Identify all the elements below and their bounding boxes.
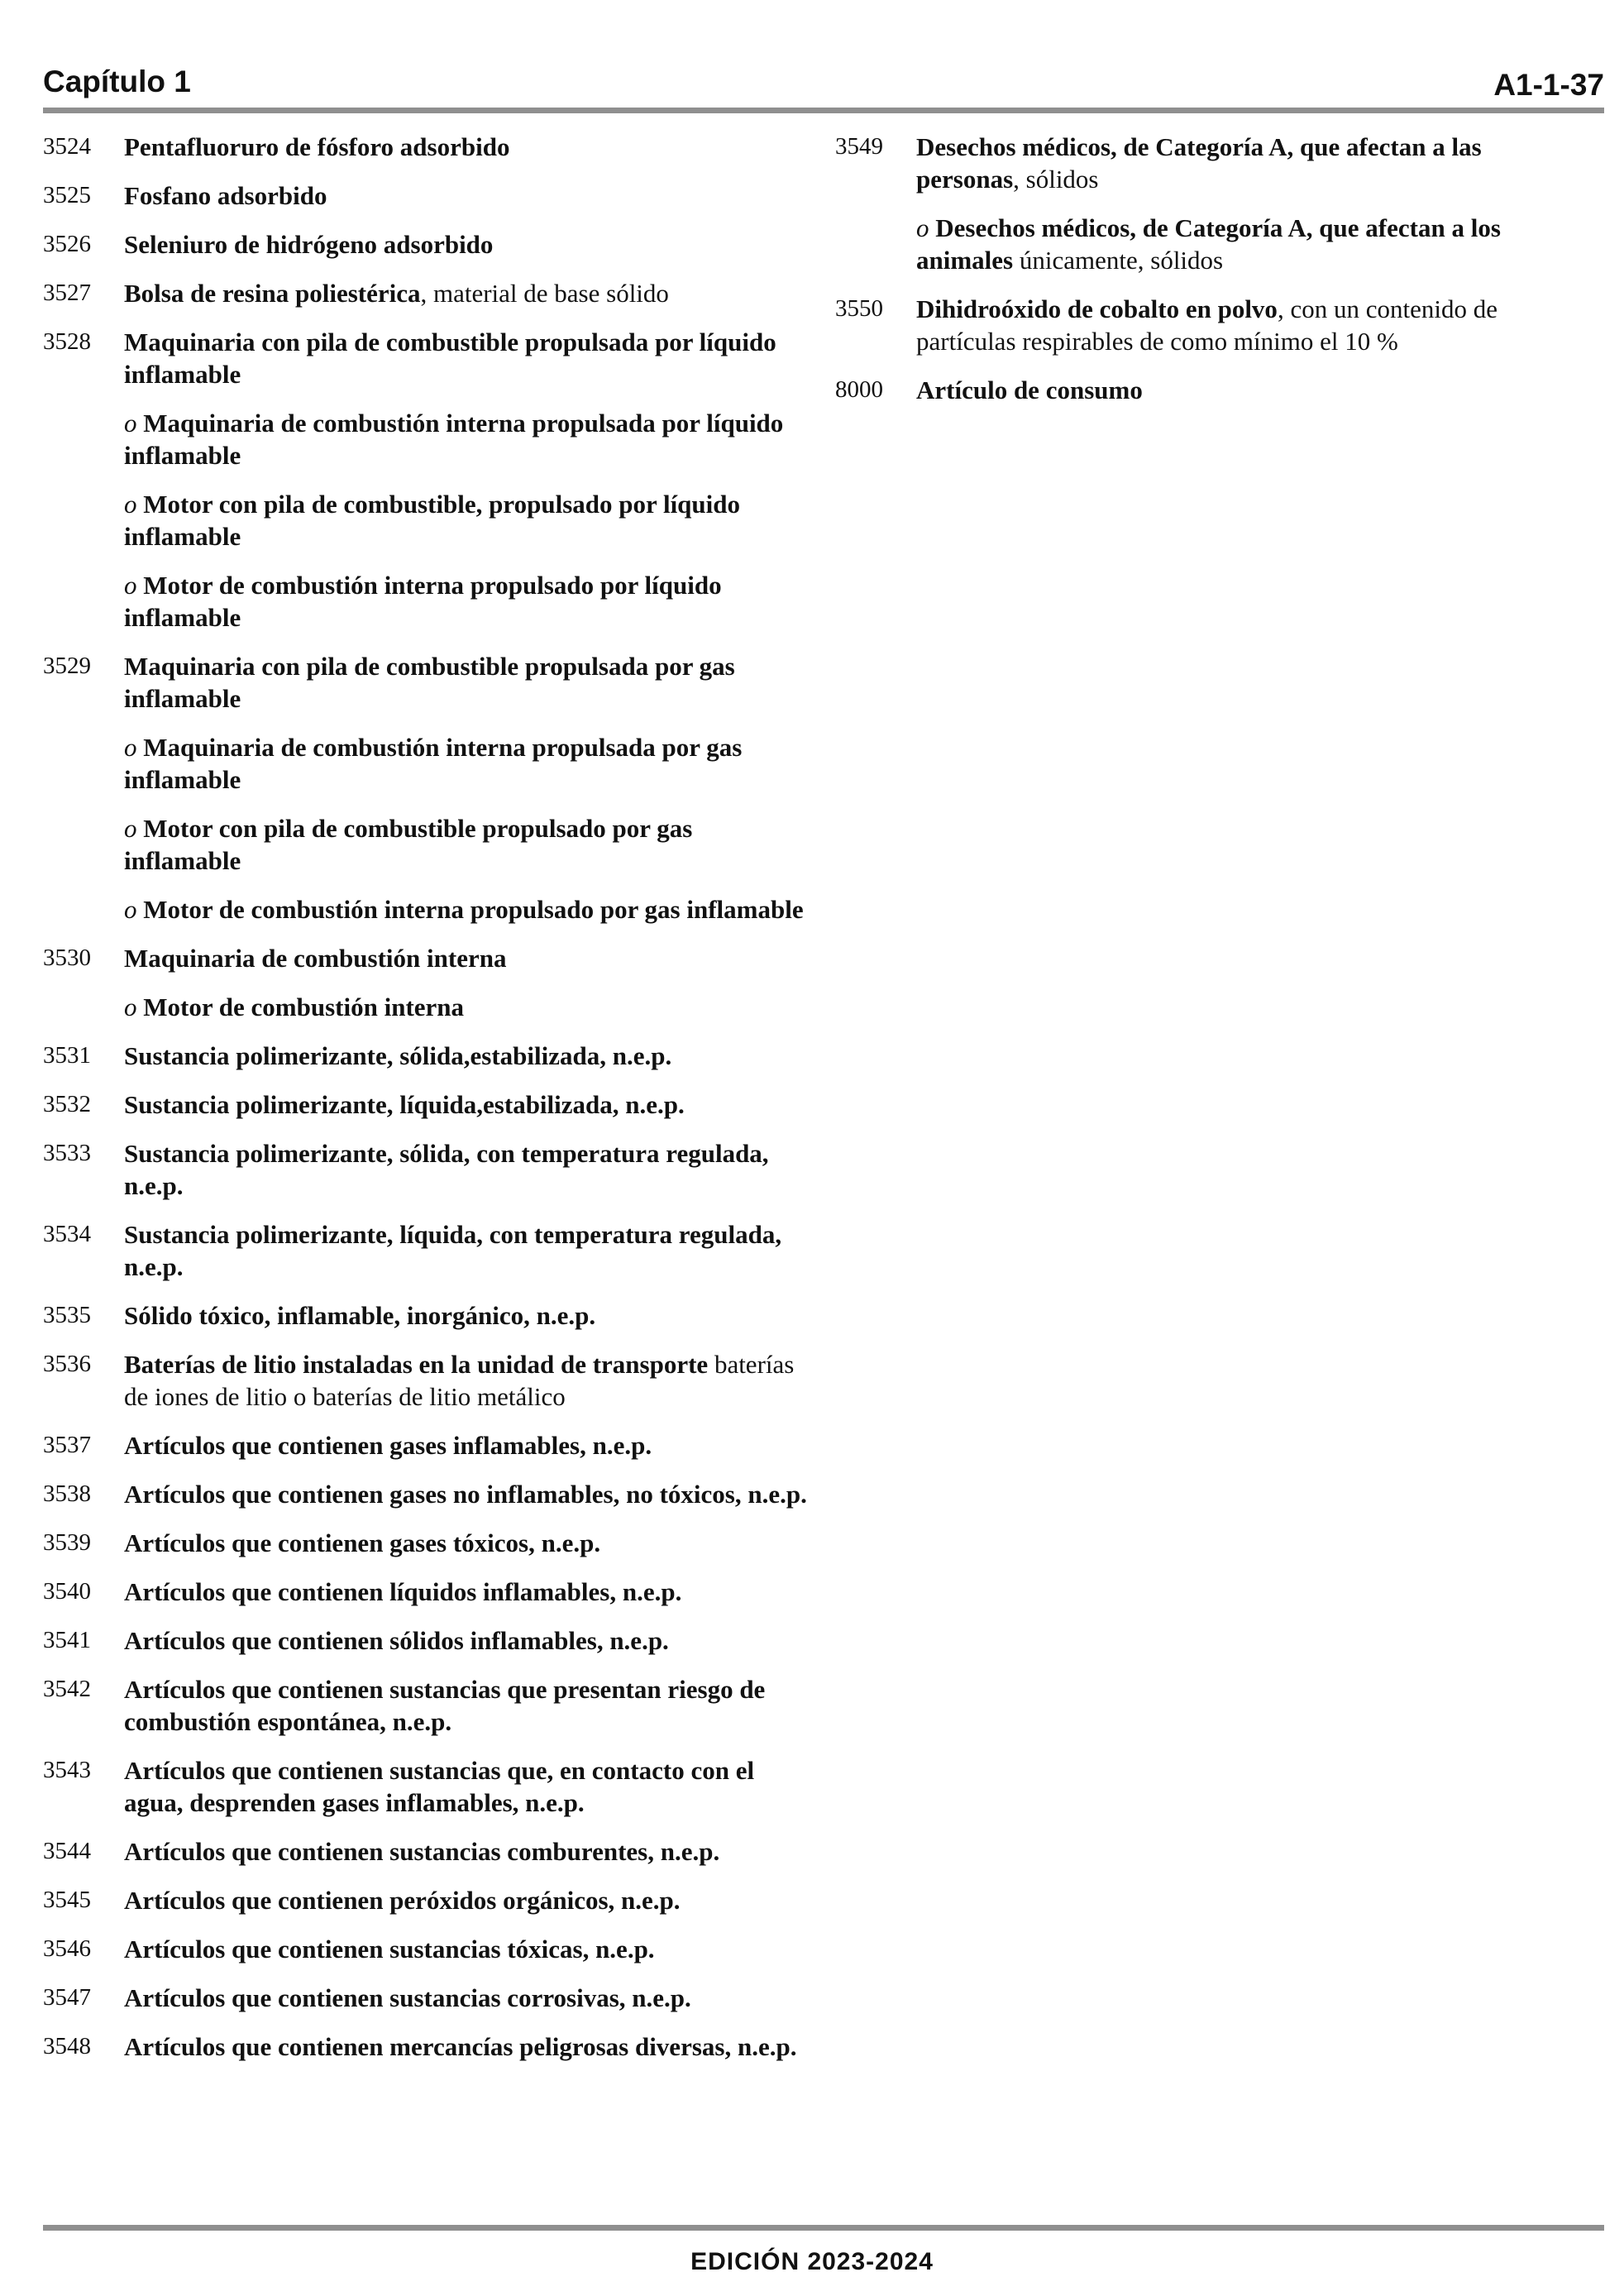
un-number: 3542 (43, 1676, 91, 1702)
un-entry (835, 131, 1579, 276)
un-number: 3541 (43, 1627, 91, 1653)
text-segment: o (124, 993, 144, 1021)
un-entry (43, 277, 812, 309)
un-entry (43, 1527, 812, 1559)
entry-text (124, 1982, 812, 2014)
page-number: A1-1-37 (1493, 68, 1604, 102)
text-segment: Pentafluoruro de fósforo adsorbido (124, 132, 510, 161)
un-entry (43, 228, 812, 261)
entry-text (124, 1673, 812, 1738)
un-number: 3535 (43, 1302, 91, 1328)
proper-shipping-name (124, 1348, 812, 1413)
entry-text (124, 277, 812, 309)
entry-text (916, 131, 1579, 276)
text-segment: únicamente, sólidos (1013, 246, 1224, 275)
un-entry (43, 1884, 812, 1916)
un-entry (43, 131, 812, 163)
un-number: 3531 (43, 1042, 91, 1069)
text-segment: Baterías de litio instaladas en la unidad de transporte (124, 1350, 709, 1379)
un-number: 3533 (43, 1140, 91, 1166)
proper-shipping-name (124, 277, 812, 309)
entry-text (124, 1137, 812, 1202)
text-segment: o (916, 213, 936, 242)
alternate-name (124, 569, 812, 634)
right-column (835, 131, 1579, 423)
entry-text (916, 293, 1579, 357)
un-number: 3526 (43, 231, 91, 257)
un-number: 3527 (43, 280, 91, 306)
text-segment: Artículos que contienen sustancias corrosivas, n.e.p. (124, 1983, 691, 2012)
un-number: 3547 (43, 1984, 91, 2011)
un-entry (43, 1982, 812, 2014)
text-segment: o (124, 409, 144, 438)
proper-shipping-name (124, 1754, 812, 1819)
entry-text (124, 1527, 812, 1559)
alternate-name (124, 488, 812, 552)
text-segment: Maquinaria de combustión interna propulsada por gas inflamable (124, 733, 743, 794)
proper-shipping-name (124, 1673, 812, 1738)
text-segment: Artículos que contienen mercancías peligrosas diversas, n.e.p. (124, 2032, 797, 2061)
entry-text (124, 179, 812, 212)
proper-shipping-name (124, 1040, 812, 1072)
un-number: 3544 (43, 1838, 91, 1864)
un-entry (43, 1673, 812, 1738)
text-segment: o (124, 814, 144, 843)
entry-text (124, 1576, 812, 1608)
un-entry (43, 1478, 812, 1510)
un-number: 3539 (43, 1529, 91, 1556)
un-entry (43, 179, 812, 212)
proper-shipping-name (916, 374, 1579, 406)
text-segment: Artículos que contienen gases no inflamables, no tóxicos, n.e.p. (124, 1480, 807, 1509)
text-segment: Motor de combustión interna (143, 993, 465, 1021)
text-segment: Seleniuro de hidrógeno adsorbido (124, 230, 494, 259)
text-segment: Sólido tóxico, inflamable, inorgánico, n.e.p. (124, 1301, 596, 1330)
text-segment: Motor de combustión interna propulsado por gas inflamable (143, 895, 804, 924)
text-segment: Artículos que contienen sustancias que presentan riesgo de combustión espontánea, n.e.p. (124, 1675, 766, 1736)
proper-shipping-name (124, 1835, 812, 1868)
un-entry (43, 1576, 812, 1608)
text-segment: Sustancia polimerizante, líquida,estabilizada, n.e.p. (124, 1090, 685, 1119)
entry-text (124, 1429, 812, 1461)
entry-text (124, 1478, 812, 1510)
un-entry (43, 1088, 812, 1121)
alternate-name (124, 812, 812, 877)
entry-text (124, 131, 812, 163)
text-segment: Artículos que contienen sólidos inflamables, n.e.p. (124, 1626, 669, 1655)
un-number: 3548 (43, 2033, 91, 2059)
chapter-title: Capítulo 1 (43, 65, 191, 98)
un-entry (43, 1218, 812, 1283)
entry-text (124, 1218, 812, 1283)
un-number: 3549 (835, 133, 883, 160)
entry-text (916, 374, 1579, 406)
un-entry (43, 1754, 812, 1819)
un-number: 3537 (43, 1432, 91, 1458)
text-segment: Motor con pila de combustible, propulsado por líquido inflamable (124, 490, 741, 551)
un-number: 8000 (835, 376, 883, 403)
proper-shipping-name (916, 131, 1579, 195)
text-segment: Artículos que contienen líquidos inflamables, n.e.p. (124, 1577, 682, 1606)
proper-shipping-name (916, 293, 1579, 357)
un-number: 3529 (43, 653, 91, 679)
un-entry (43, 942, 812, 1023)
proper-shipping-name (124, 1576, 812, 1608)
text-segment: Motor con pila de combustible propulsado por gas inflamable (124, 814, 693, 875)
entry-text (124, 1835, 812, 1868)
text-segment: Artículos que contienen peróxidos orgánicos, n.e.p. (124, 1886, 681, 1915)
text-segment: Motor de combustión interna propulsado por líquido inflamable (124, 571, 722, 632)
text-segment: Sustancia polimerizante, líquida, con temperatura regulada, n.e.p. (124, 1220, 782, 1281)
proper-shipping-name (124, 1982, 812, 2014)
un-number: 3545 (43, 1887, 91, 1913)
text-segment: Desechos médicos, de Categoría A, que afectan a los animales (916, 213, 1501, 275)
un-entry (43, 1299, 812, 1332)
text-segment: Maquinaria con pila de combustible propulsada por gas inflamable (124, 652, 735, 713)
text-segment: Artículos que contienen sustancias comburentes, n.e.p. (124, 1837, 720, 1866)
text-segment: Artículo de consumo (916, 375, 1143, 404)
un-entry (43, 1429, 812, 1461)
un-entry (43, 1348, 812, 1413)
proper-shipping-name (124, 326, 812, 390)
text-segment: Artículos que contienen gases tóxicos, n.e.p. (124, 1528, 601, 1557)
un-entry (43, 1137, 812, 1202)
un-number: 3540 (43, 1578, 91, 1605)
alternate-name (124, 991, 812, 1023)
alternate-name (124, 731, 812, 796)
text-segment: Artículos que contienen sustancias que, en contacto con el agua, desprenden gases inflamables, n.e.p. (124, 1756, 755, 1817)
text-segment: Sustancia polimerizante, sólida, con temperatura regulada, n.e.p. (124, 1139, 769, 1200)
un-number: 3534 (43, 1221, 91, 1247)
alternate-name (916, 212, 1579, 276)
proper-shipping-name (124, 1933, 812, 1965)
text-segment: , sólidos (1013, 165, 1099, 194)
proper-shipping-name (124, 1884, 812, 1916)
entry-text (124, 326, 812, 634)
proper-shipping-name (124, 1478, 812, 1510)
un-number: 3524 (43, 133, 91, 160)
entry-text (124, 1933, 812, 1965)
entry-text (124, 1040, 812, 1072)
left-column (43, 131, 812, 2079)
un-entry (835, 374, 1579, 406)
entry-text (124, 1754, 812, 1819)
text-segment: Artículos que contienen gases inflamables, n.e.p. (124, 1431, 652, 1460)
proper-shipping-name (124, 942, 812, 974)
text-segment: , con un contenido de partículas respirables de como mínimo el 10 % (916, 294, 1497, 356)
text-segment: o (124, 571, 144, 600)
footer-edition: EDICIÓN 2023-2024 (690, 2248, 934, 2275)
proper-shipping-name (124, 1218, 812, 1283)
un-entry (43, 1933, 812, 1965)
text-segment: Maquinaria de combustión interna propulsada por líquido inflamable (124, 409, 784, 470)
entry-text (124, 1088, 812, 1121)
proper-shipping-name (124, 1088, 812, 1121)
un-entry (43, 2031, 812, 2063)
text-segment: Dihidroóxido de cobalto en polvo (916, 294, 1278, 323)
proper-shipping-name (124, 228, 812, 261)
text-segment: Maquinaria de combustión interna (124, 944, 507, 973)
entry-text (124, 942, 812, 1023)
un-entry (43, 650, 812, 926)
proper-shipping-name (124, 131, 812, 163)
footer-rule (43, 2225, 1604, 2231)
un-number: 3546 (43, 1935, 91, 1962)
un-number: 3550 (835, 295, 883, 322)
text-segment: Fosfano adsorbido (124, 181, 327, 210)
un-entry (43, 326, 812, 634)
proper-shipping-name (124, 1624, 812, 1657)
proper-shipping-name (124, 2031, 812, 2063)
text-segment: Artículos que contienen sustancias tóxicas, n.e.p. (124, 1935, 655, 1964)
alternate-name (124, 407, 812, 471)
proper-shipping-name (124, 1429, 812, 1461)
entry-text (124, 1348, 812, 1413)
un-number: 3530 (43, 945, 91, 971)
entry-text (124, 1299, 812, 1332)
un-number: 3536 (43, 1351, 91, 1377)
text-segment: Bolsa de resina poliestérica (124, 279, 421, 308)
proper-shipping-name (124, 1299, 812, 1332)
page-header (43, 56, 1604, 113)
un-entry (835, 293, 1579, 357)
entry-text (124, 228, 812, 261)
proper-shipping-name (124, 179, 812, 212)
text-segment: , material de base sólido (420, 279, 669, 308)
un-entry (43, 1624, 812, 1657)
entry-text (124, 650, 812, 926)
proper-shipping-name (124, 1137, 812, 1202)
un-number: 3543 (43, 1757, 91, 1783)
text-segment: o (124, 895, 144, 924)
proper-shipping-name (124, 1527, 812, 1559)
entry-text (124, 2031, 812, 2063)
un-number: 3528 (43, 328, 91, 355)
proper-shipping-name (124, 650, 812, 715)
text-segment: Desechos médicos, de Categoría A, que afectan a las personas (916, 132, 1482, 194)
text-segment: Maquinaria con pila de combustible propulsada por líquido inflamable (124, 328, 776, 389)
un-number: 3525 (43, 182, 91, 208)
entry-text (124, 1884, 812, 1916)
text-segment: baterías de iones de litio o baterías de litio metálico (124, 1350, 795, 1411)
un-entry (43, 1835, 812, 1868)
un-number: 3532 (43, 1091, 91, 1117)
un-entry (43, 1040, 812, 1072)
text-segment: Sustancia polimerizante, sólida,estabilizada, n.e.p. (124, 1041, 672, 1070)
text-segment: o (124, 490, 144, 519)
un-number: 3538 (43, 1480, 91, 1507)
entry-text (124, 1624, 812, 1657)
alternate-name (124, 893, 812, 926)
text-segment: o (124, 733, 144, 762)
